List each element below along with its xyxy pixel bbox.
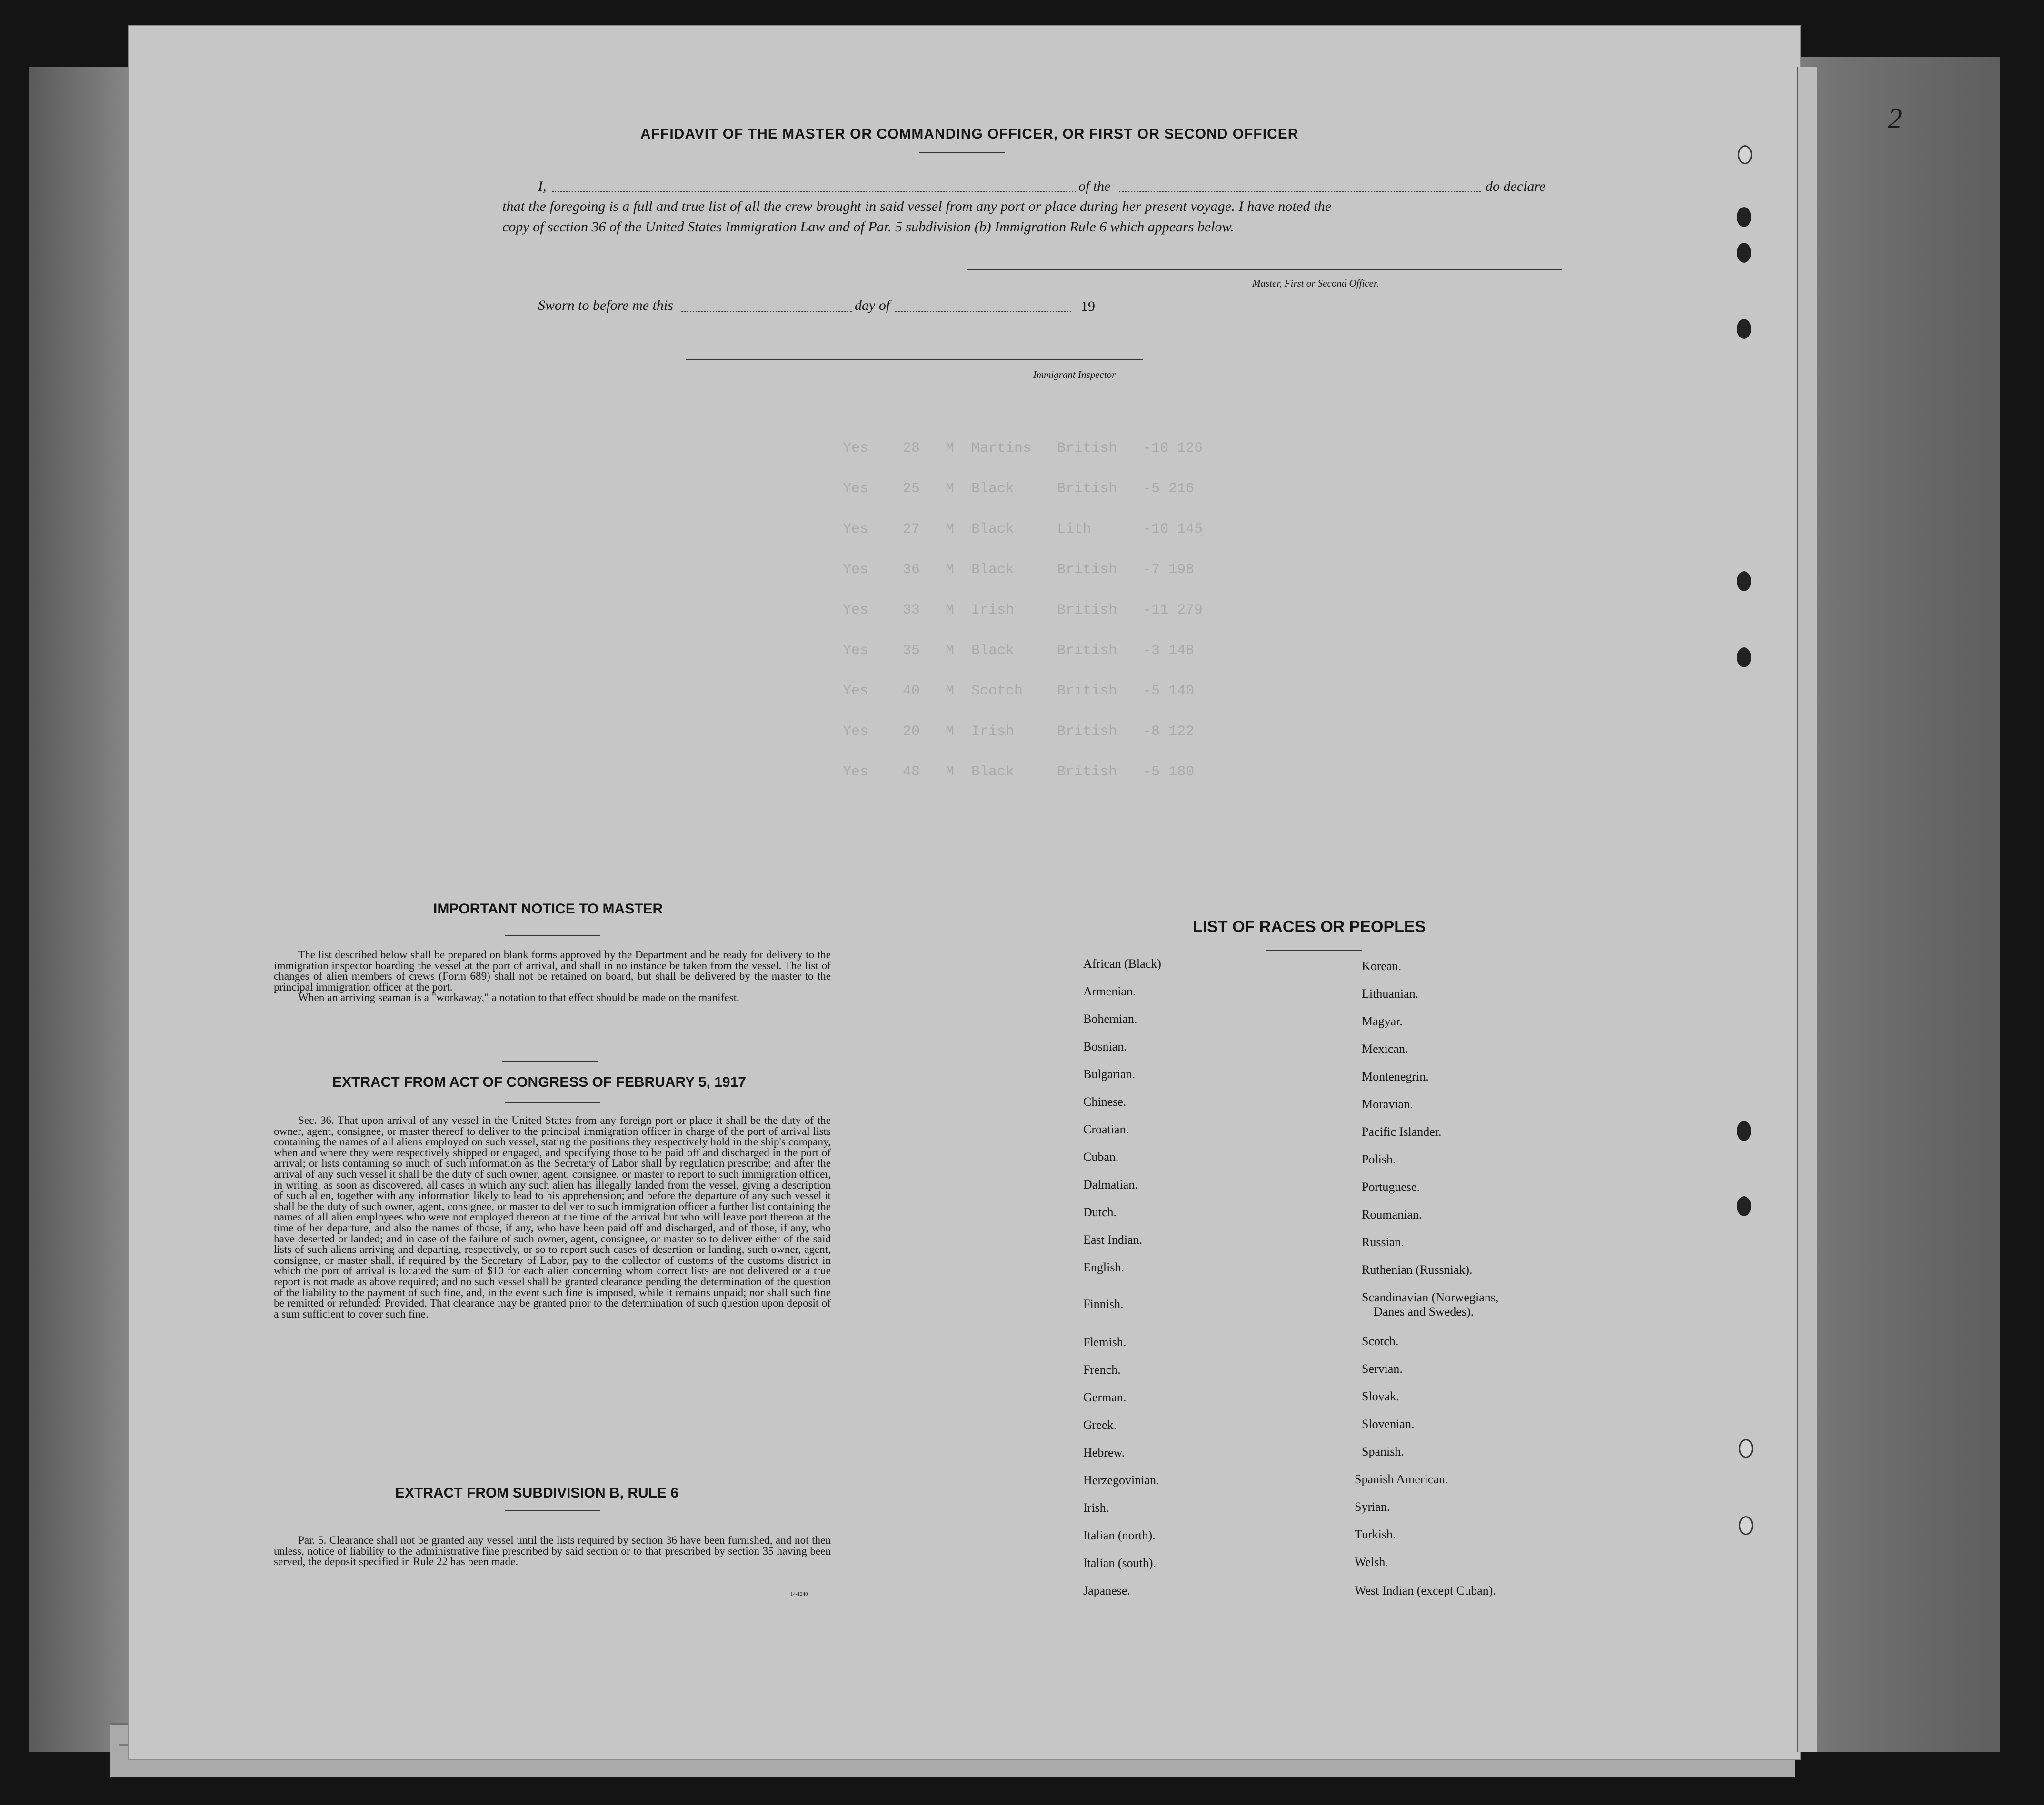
- race-item: Italian (south).: [1083, 1556, 1157, 1570]
- race-item: Herzegovinian.: [1083, 1473, 1159, 1487]
- race-item: Greek.: [1083, 1418, 1117, 1432]
- races-title: LIST OF RACES OR PEOPLES: [1193, 918, 1426, 936]
- act-title: EXTRACT FROM ACT OF CONGRESS OF FEBRUARY 5, 1917: [332, 1074, 746, 1090]
- race-item: Armenian.: [1083, 984, 1136, 998]
- master-signature-line[interactable]: [967, 269, 1562, 270]
- race-item: Ruthenian (Russniak).: [1362, 1263, 1473, 1277]
- race-item: East Indian.: [1083, 1233, 1143, 1247]
- affidavit-of-label: of the: [1078, 179, 1111, 194]
- sworn-label: Sworn to before me this: [538, 298, 673, 313]
- race-item: Roumanian.: [1362, 1208, 1422, 1221]
- rule-divider: [505, 1510, 600, 1511]
- race-item: Dutch.: [1083, 1205, 1117, 1219]
- race-item: Irish.: [1083, 1501, 1109, 1515]
- vessel-field-line[interactable]: [1119, 191, 1481, 192]
- race-item: African (Black): [1083, 957, 1161, 971]
- punch-hole: [1737, 243, 1751, 263]
- race-item: Welsh.: [1355, 1555, 1388, 1569]
- race-item: Scandinavian (Norwegians,: [1362, 1290, 1499, 1304]
- race-item: Spanish.: [1362, 1445, 1404, 1458]
- races-divider: [1266, 950, 1362, 951]
- race-item: West Indian (except Cuban).: [1355, 1584, 1496, 1597]
- punch-hole: [1737, 1121, 1751, 1141]
- rule-title: EXTRACT FROM SUBDIVISION B, RULE 6: [395, 1485, 679, 1501]
- affidavit-i-label: I,: [538, 179, 547, 194]
- left-edge-pages: [29, 67, 138, 1752]
- form-number: 14-1240: [790, 1591, 808, 1597]
- year-label: 19: [1081, 298, 1095, 314]
- notice-title: IMPORTANT NOTICE TO MASTER: [433, 901, 663, 917]
- rule-body: [274, 1535, 831, 1567]
- race-item: Spanish American.: [1355, 1472, 1448, 1486]
- notice-para-2: When an arriving seaman is a "workaway," a notation to that effect should be made on the manifest.: [298, 992, 739, 1004]
- punch-hole: [1739, 1516, 1753, 1535]
- punch-hole: [1737, 319, 1751, 339]
- race-item: Chinese.: [1083, 1095, 1127, 1109]
- inspector-label: Immigrant Inspector: [1033, 369, 1116, 380]
- race-item: Korean.: [1362, 959, 1402, 973]
- act-body: [274, 1115, 831, 1319]
- rule-text: Par. 5. Clearance shall not be granted any vessel until the lists required by section 36 have been furnished, and not then unless, notice of liability to the administrative fine prescribed by said section or to that prescribed by section 35 having been served, the deposit specified in Rule 22 has been made.: [274, 1534, 831, 1568]
- race-item: Japanese.: [1083, 1584, 1130, 1597]
- form-page: [129, 26, 1800, 1759]
- race-item: Finnish.: [1083, 1297, 1124, 1311]
- punch-hole: [1737, 207, 1751, 227]
- race-item: Danes and Swedes).: [1374, 1305, 1474, 1319]
- right-page-edge: [1797, 67, 1817, 1752]
- race-item: Bulgarian.: [1083, 1067, 1136, 1081]
- race-item: German.: [1083, 1390, 1127, 1404]
- notice-body: [274, 950, 831, 1003]
- margin-note: 2: [1888, 103, 1902, 134]
- race-item: Pacific Islander.: [1362, 1125, 1442, 1139]
- notice-divider: [505, 935, 600, 936]
- notice-para-1: The list described below shall be prepared on blank forms approved by the Department and be ready for delivery to the immigration inspector boarding the vessel at the port of arrival, and shall in no instance be taken from the vessel. The list of changes of alien members of crews (Form 689) shall not be retained on board, but shall be delivered by the master to the principal immigration officer at the port.: [274, 949, 831, 993]
- act-divider-top: [502, 1061, 598, 1062]
- race-item: French.: [1083, 1363, 1121, 1377]
- name-field-line[interactable]: [552, 191, 1076, 192]
- race-item: Dalmatian.: [1083, 1178, 1138, 1191]
- race-item: Slovak.: [1362, 1389, 1399, 1403]
- master-signature-label: Master, First or Second Officer.: [1252, 278, 1379, 289]
- title-divider: [919, 152, 1005, 153]
- punch-hole: [1738, 145, 1752, 164]
- race-item: Lithuanian.: [1362, 987, 1419, 1001]
- race-item: Moravian.: [1362, 1097, 1413, 1111]
- race-item: English.: [1083, 1260, 1124, 1274]
- affidavit-line2: that the foregoing is a full and true list of all the crew brought in said vessel from any port or place during her present voyage. I have noted the: [502, 198, 1332, 214]
- race-item: Slovenian.: [1362, 1417, 1415, 1431]
- race-item: Syrian.: [1355, 1500, 1390, 1514]
- race-item: Magyar.: [1362, 1014, 1403, 1028]
- race-item: Servian.: [1362, 1362, 1403, 1376]
- race-item: Scotch.: [1362, 1334, 1399, 1348]
- race-item: Polish.: [1362, 1152, 1396, 1166]
- punch-hole: [1737, 647, 1751, 667]
- affidavit-line3: copy of section 36 of the United States Immigration Law and of Par. 5 subdivision (b) Immigration Rule 6 which appears below.: [502, 219, 1234, 235]
- sworn-month-line[interactable]: [895, 311, 1071, 312]
- punch-hole: [1737, 571, 1751, 591]
- punch-hole: [1739, 1439, 1753, 1458]
- punch-hole: [1737, 1196, 1751, 1216]
- race-item: Portuguese.: [1362, 1180, 1420, 1194]
- race-item: Bohemian.: [1083, 1012, 1137, 1026]
- race-item: Italian (north).: [1083, 1528, 1156, 1542]
- race-item: Turkish.: [1355, 1527, 1396, 1541]
- inspector-signature-line[interactable]: [686, 359, 1143, 360]
- race-item: Russian.: [1362, 1235, 1404, 1249]
- race-item: Croatian.: [1083, 1122, 1129, 1136]
- bleed-through-text: Yes 28 M Martins British -10 126 Yes 25 M Black British -5 216 Yes 27 M Black Lith -10 145 Yes 36 M Black British -7 198 Yes 33 M Irish British -11 279 Yes 35 M Black British -3 148 Yes 40 M Scotch British -5 140 Yes 20 M Irish British -8 122 Yes 48 M Black British -5 180: [843, 440, 1203, 780]
- race-item: Cuban.: [1083, 1150, 1119, 1164]
- race-item: Montenegrin.: [1362, 1070, 1429, 1083]
- race-item: Bosnian.: [1083, 1040, 1127, 1053]
- race-item: Mexican.: [1362, 1042, 1408, 1056]
- affidavit-title: AFFIDAVIT OF THE MASTER OR COMMANDING OFFICER, OR FIRST OR SECOND OFFICER: [640, 126, 1299, 142]
- act-divider: [505, 1102, 600, 1103]
- race-item: Hebrew.: [1083, 1446, 1125, 1459]
- affidavit-declare-label: do declare: [1486, 179, 1546, 194]
- sworn-day-line[interactable]: [681, 311, 852, 312]
- day-of-label: day of: [855, 298, 890, 313]
- act-text: Sec. 36. That upon arrival of any vessel in the United States from any foreign port or place it shall be the duty of the owner, agent, consignee, or master thereof to deliver to the principal immigration officer in charge of the port of arrival lists containing the names of all aliens employed on such vessel, stating the positions they respectively hold in the ship's company, when and where they were respectively shipped or engaged, and specifying those to be paid off and discharged in the port of arrival; or lists containing so much of such information as the Secretary of Labor shall by regulation prescribe; and after the arrival of any such vessel it shall be the duty of such owner, agent, consignee, or master to report to such immigration officer, in writing, as soon as discovered, all cases in which any such alien has illegally landed from the vessel, giving a description of such alien, together with any information likely to lead to his apprehension; and before the departure of any such vessel it shall be the duty of such owner, agent, consignee, or master to deliver to such immigration officer a further list containing the names of all alien employees who were not employed thereon at the time of the arrival but who will leave port thereon at the time of her departure, and also the names of those, if any, who have been paid off and discharged, and of those, if any, who have deserted or landed; and in case of the failure of such owner, agent, consignee, or master so to deliver either of the said lists of such aliens arriving and departing, respectively, or so to report such cases of desertion or landing, such owner, agent, consignee, or master shall, if required by the Secretary of Labor, pay to the collector of customs of the customs district in which the port of arrival is located the sum of $10 for each alien concerning whom correct lists are not delivered or a true report is not made as above required; and no such vessel shall be granted clearance pending the determination of the question of the liability to the payment of such fine, and, in the event such fine is imposed, while it remains unpaid; nor shall such fine be remitted or refunded: Provided, That clearance may be granted prior to the determination of such question upon deposit of a sum sufficient to cover such fine.: [274, 1114, 831, 1320]
- race-item: Flemish.: [1083, 1335, 1127, 1349]
